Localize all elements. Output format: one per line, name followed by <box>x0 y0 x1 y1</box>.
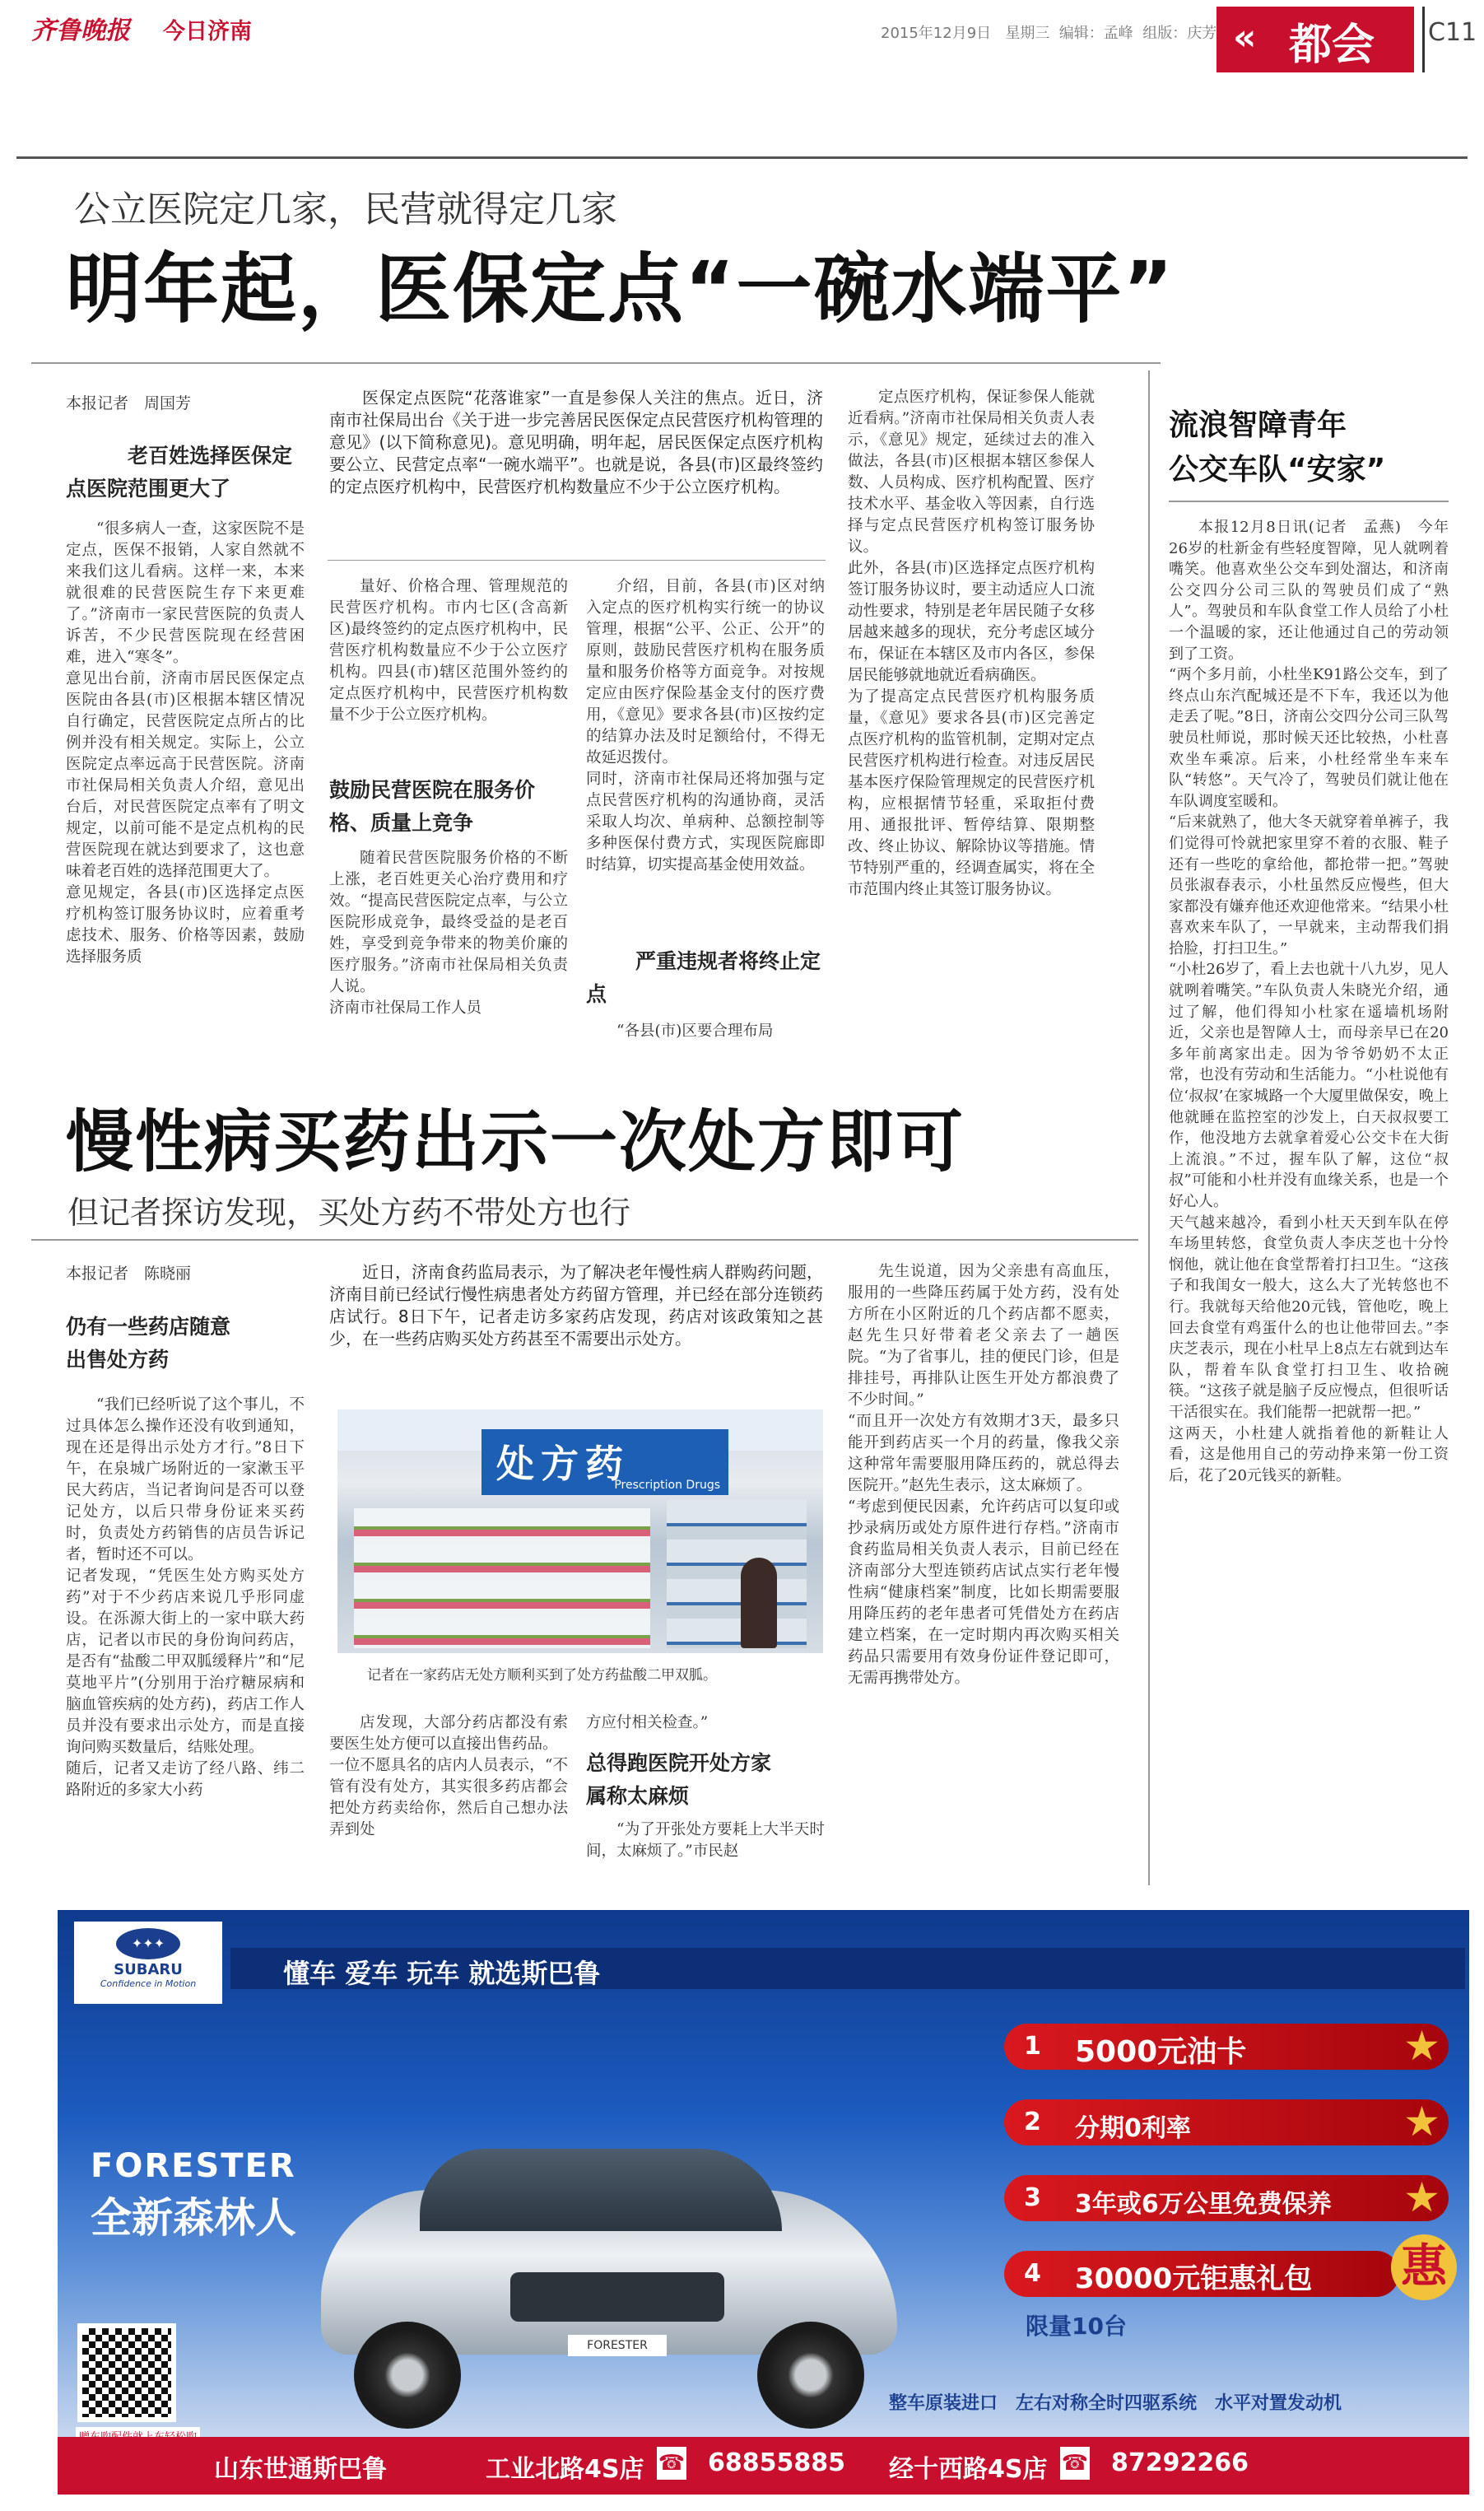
photo-clerk <box>741 1558 777 1648</box>
article2-subhead2: 总得跑医院开处方家属称太麻烦 <box>586 1751 772 1808</box>
sidebar-text: 本报12月8日讯(记者 孟燕) 今年26岁的杜新金有些轻度智障，见人就咧着嘴笑。他喜欢坐公交车到处溜达，和济南公交四分公司三队的驾驶员们成了“熟人”。驾驶员和车队食堂工作人员给了小杜一个温暖的家，还让他通过自己的劳动领到了工资。 “两个多月前，小杜坐K91路公交车，到了终点山东汽配城还是不下车，我还以为他走丢了呢。”8日，济南公交四分公司三队驾驶员杜师说，那时候天还比较热，小杜喜欢坐车乘凉。后来，小杜经常坐车来车队“转悠”。天气冷了，驾驶员们就让他在车队调度室暖和。 “后来就熟了，他大冬天就穿着单裤子，我们觉得可怜就把家里穿不着的衣服、鞋子还有一些吃的拿给他，都抢带一把。”驾驶员张淑春表示，小杜虽然反应慢些，但大家都没有嫌弃他还欢迎他常来。“结果小杜喜欢来车队了，一早就来，主动帮我们捐拾脸，打扫卫生。” “小杜26岁了，看上去也就十八九岁，见人就咧着嘴笑。”车队负责人朱晓光介绍，通过了解，他们得知小杜家在遥墙机场附近，父亲也是智障人士，而母亲早已在20多年前离家出走。因为爷爷奶奶不太正常，也没有劳动和生活能力。“小杜说他有位‘叔叔’在家城路一个大厦里做保安，晚上他就睡在监控室的沙发上，白天叔叔要工作，他没地方去就拿着爱心公交卡在大街上流浪。”不过，握车队了解，这位“叔叔”可能和小杜并没有血缘关系，也是一个好心人。 天气越来越冷，看到小杜天天到车队在停车场里转悠，食堂负责人李庆芝也十分怜悯他，就让他在食堂帮着打扫卫生。“这孩子和我闺女一般大，这么大了光转悠也不行。我就每天给他20元钱，管他吃，晚上回去食堂有鸡蛋什么的也让他带回去。”李庆芝表示，现在小杜早上8点左右就到达车队，帮着车队食堂打扫卫生、收拾碗筷。“这孩子就是脑子反应慢点，但很听话干活很实在。我们能帮一把就帮一把。” 这两天，小杜建人就指着他的新鞋让人看，这是他用自己的劳动挣来第一份工资后，花了20元钱买的新鞋。 <box>1169 519 1449 1484</box>
article1-col2: 量好、价格合理、管理规范的民营医疗机构。市内七区(含高新区)最终签约的定点医疗机构中，民营医疗机构数量应不少于公立医疗机构。四县(市)辖区范围外签约的定点医疗机构中，民营医疗机构数量不少于公立医疗机构。 <box>329 578 568 724</box>
photo-caption: 记者在一家药店无处方顺利买到了处方药盐酸二甲双胍。 <box>367 1667 717 1684</box>
phone-icon: ☎ <box>1060 2447 1090 2480</box>
article2-col1: “我们已经听说了这个事儿，不过具体怎么操作还没有收到通知，现在还是得出示处方才行。”8日下午，在泉城广场附近的一家漱玉平民大药店，当记者询问是否可以登记处方，以后只带身份证来买药时，负责处方药销售的店员告诉记者，暂时还不可以。 记者发现，“凭医生处方购买处方药”对于不少药店来说几乎形同虚设。在泺源大街上的一家中联大药店，记者以市民的身份询问药店，是否有“盐酸二甲双胍缓释片”和“尼莫地平片”(分别用于治疗糖尿病和脑血管疾病的处方药)，药店工作人员并没有要求出示处方，而是直接询问购买数量后，结账处理。 随后，记者又走访了经八路、纬二路附近的多家大小药 <box>66 1396 305 1799</box>
article2-lead: 近日，济南食药监局表示，为了解决老年慢性病人群购药问题，济南目前已经试行慢性病患者处方药留方管理，并已经在部分连锁药店试行。8日下午，记者走访多家药店发现，药店对该政策知之甚少，在一些药店购买处方药甚至不需要出示处方。 <box>329 1262 823 1349</box>
article1-col1: “很多病人一查，这家医院不是定点，医保不报销，人家自然就不来我们这儿看病。这样一来，本来就很难的民营医院生存下来更难了。”济南市一家民营医院的负责人诉苦，不少民营医院现在经营困难，进入“寒冬”。 意见出台前，济南市居民医保定点医院由各县(市)区根据本辖区情况自行确定，民营医院定点所占的比例并没有相关规定。实际上，公立医院定点率远高于民营医院。济南市社保局相关负责人介绍，意见出台后，对民营医院定点率有了明文规定，以前可能不是定点机构的民营医院现在就达到要求了，这也意味着老百姓的选择范围更大了。 意见规定，各县(市)区选择定点医疗机构签订服务协议时，应着重考虑技术、服务、价格等因素，鼓励选择服务质 <box>66 520 305 966</box>
masthead-section: 今日济南 <box>163 19 252 44</box>
sidebar-rule <box>1169 501 1449 502</box>
article2-headline: 慢性病买药出示一次处方即可 <box>66 1103 965 1181</box>
ad-model-en: FORESTER <box>91 2147 296 2185</box>
offer-row-2: 2 分期0利率 ★ <box>1004 2099 1449 2145</box>
subaru-logo: ✦✦✦ SUBARU Confidence in Motion <box>74 1922 222 2004</box>
hui-badge: 惠 <box>1391 2234 1457 2300</box>
article1-subhead1: 老百姓选择医保定点医院范围更大了 <box>66 444 293 501</box>
star-icon: ★ <box>1403 2173 1440 2221</box>
article1-byline: 本报记者 周国芳 <box>66 394 192 412</box>
offer-row-3: 3 3年或6万公里免费保养 ★ <box>1004 2175 1449 2221</box>
article2-subhead1: 仍有一些药店随意出售处方药 <box>66 1315 231 1372</box>
article1-subhead2: 鼓励民营医院在服务价格、质量上竞争 <box>329 778 536 835</box>
photo-shelves-right <box>667 1500 807 1648</box>
article1-subhead3: 严重违规者将终止定点 <box>586 949 821 1006</box>
article2-col3b: “为了开张处方要耗上大半天时间，太麻烦了。”市民赵 <box>586 1821 825 1860</box>
qr-code <box>77 2323 176 2422</box>
ad-model-cn: 全新森林人 <box>91 2194 296 2242</box>
article1-col3: 介绍，目前，各县(市)区对纳入定点的医疗机构实行统一的协议管理，根据“公平、公正、公开”的原则，鼓励民营医疗机构在服务质量和服务价格等方面竞争。对按规定应由医疗保险基金支付的医疗费用，《意见》要求各县(市)区按约定的结算办法及时足额给付，不得无故延迟拨付。 同时，济南市社保局还将加强与定点民营医疗机构的沟通协商，灵活采取人均次、单病种、总额控制等多种医保付费方式，实现医院廊即时结算，切实提高基金使用效益。 <box>586 578 825 873</box>
lead-rule <box>328 560 826 561</box>
article1-lead: 医保定点医院“花落谁家”一直是参保人关注的焦点。近日，济南市社保局出台《关于进一步完善居民医保定点民营医疗机构管理的意见》(以下简称意见)。意见明确，明年起，居民医保定点医疗机构要公立、民营定点率“一碗水端平”。也就是说，各县(市)区最终签约的定点医疗机构中，民营医疗机构数量应不少于公立医疗机构。 <box>329 388 823 496</box>
article2-rule <box>31 1239 1138 1241</box>
article2-byline: 本报记者 陈晓丽 <box>66 1265 192 1283</box>
masthead-brand: 齐鲁晚报 <box>31 16 130 45</box>
article2-col4: 先生说道，因为父亲患有高血压，服用的一些降压药属于处方药，没有处方所在小区附近的几个药店都不愿卖，赵先生只好带着老父亲去了一趟医院。“为了省事儿，挂的便民门诊，但是排挂号，再排队让医生开处方都浪费了不少时间。” “而且开一次处方有效期才3天，最多只能开到药店买一个月的药量，像我父亲这种常年需要服用降压药的，就总得去医院开。”赵先生表示，这太麻烦了。 “考虑到便民因素，允许药店可以复印或抄录病历或处方原件进行存档。”济南市食药监局相关负责人表示，目前已经在济南部分大型连锁药店试点实行老年慢性病“健康档案”制度，比如长期需要服用降压药的老年患者可凭借处方在药店建立档案，在一定时期内再次购买相关药品只需要用有效身份证件登记即可，无需再携带处方。 <box>848 1263 1119 1687</box>
double-chevron-icon: « <box>1233 16 1257 58</box>
section-badge: « 都会 <box>1217 7 1414 72</box>
article1-col4: 定点医疗机构，保证参保人能就近看病。”济南市社保局相关负责人表示，《意见》规定，延续过去的准入做法，各县(市)区根据本辖区参保人数、人员构成、医疗机构配置、医疗技术水平、基金收入等因素，自行选择与定点民营医疗机构签订服务协议。 此外，各县(市)区选择定点医疗机构签订服务协议时，要主动适应人口流动性要求，特别是老年居民随子女移居越来越多的现状，充分考虑区域分布，保证在本辖区及市内各区，参保居民能够就地就近看病确医。 为了提高定点民营医疗机构服务质量，《意见》要求各县(市)区完善定点医疗机构的监管机制，定期对定点民营医疗机构进行检查。对违反居民基本医疗保险管理规定的民营医疗机构，应根据情节轻重，采取拒付费用、通报批评、暂停结算、限期整改、终止协议、解除协议等措施。情节特别严重的，经调查属实，将在全市范围内终止其签订服务协议。 <box>848 389 1095 898</box>
article1-kicker: 公立医院定几家，民营就得定几家 <box>74 189 617 231</box>
ad-banner: 懂车 爱车 玩车 就选斯巴鲁 <box>230 1948 1465 1989</box>
article2-subheadline: 但记者探访发现，买处方药不带处方也行 <box>67 1195 631 1231</box>
car-image: FORESTER <box>296 2132 922 2453</box>
sidebar-title: 流浪智障青年 公交车队“安家” <box>1169 408 1386 487</box>
subaru-stars-icon: ✦✦✦ <box>116 1928 180 1959</box>
ad-limit: 限量10台 <box>1026 2313 1127 2340</box>
page-number: C11 <box>1428 18 1477 47</box>
issue-date: 2015年12月9日 星期三 编辑：孟峰 组版：庆芳 <box>881 25 1217 42</box>
header-divider <box>1422 7 1425 72</box>
article1-headline: 明年起，医保定点“一碗水端平” <box>66 245 1175 333</box>
pharmacy-photo <box>337 1409 823 1653</box>
ad-features: 整车原装进口 左右对称全时四驱系统 水平对置发动机 <box>889 2393 1342 2414</box>
article1-col2b: 随着民营医院服务价格的不断上涨，老百姓更关心治疗费用和疗效。“提高民营医院定点率，与公立医院形成竞争，最终受益的是老百姓，享受到竞争带来的物美价廉的医疗服务。”济南市社保局相关负责人说。 济南市社保局工作人员 <box>329 850 568 1017</box>
offer-row-1: 1 5000元油卡 ★ <box>1004 2024 1449 2070</box>
sidebar-divider <box>1148 370 1150 1885</box>
star-icon: ★ <box>1403 2022 1440 2070</box>
offer-row-4: 4 30000元钜惠礼包 <box>1004 2251 1399 2297</box>
phone-icon: ☎ <box>657 2447 686 2480</box>
photo-sign: 处方药 Prescription Drugs <box>481 1429 728 1495</box>
ad-footer: 山东世通斯巴鲁 工业北路4S店 ☎ 68855885 经十西路4S店 ☎ 87292266 <box>58 2437 1469 2495</box>
photo-shelves <box>354 1508 650 1648</box>
article2-col2: 店发现，大部分药店都没有索要医生处方便可以直接出售药品。 一位不愿具名的店内人员表示，“不管有没有处方，其实很多药店都会把处方药卖给你，然后自己想办法弄到处 <box>329 1714 568 1838</box>
star-icon: ★ <box>1403 2098 1440 2145</box>
subaru-ad <box>58 1910 1469 2495</box>
top-rule <box>16 156 1468 159</box>
article1-col3b: “各县(市)区要合理布局 <box>616 1023 774 1040</box>
article1-rule <box>31 362 1161 364</box>
article2-col3a: 方应付相关检查。” <box>586 1714 709 1731</box>
